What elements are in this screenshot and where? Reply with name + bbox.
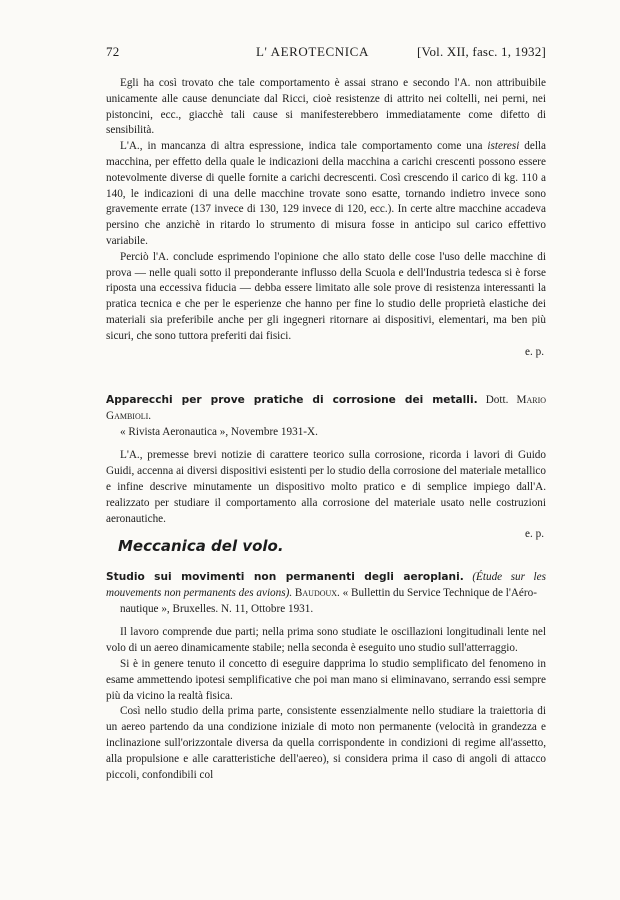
review-heading: Apparecchi per prove pratiche di corrosione dei metalli. Dott. Mario Gambioli.	[106, 394, 547, 422]
page-number: 72	[106, 44, 120, 59]
journal-title: L' AEROTECNICA	[256, 44, 369, 59]
review-title: Studio sui movimenti non permanenti degli aeroplani.	[106, 571, 464, 583]
paragraph: L'A., in mancanza di altra espressione, indica tale comportamento come una isteresi della macchina, per effetto della quale le indicazioni della macchina a carichi crescenti possono essere notevolmente diverse di quelle fornite a carichi decrescenti. Così crescendo il carico di kg. 110 a 140, le indicazioni di una delle macchine trovate sono esatte, tornando indietro invece sono gravemente errate (137 invece di 130, 129 invece di 120, ecc.). In certe altre macchine accadeva persino che anzichè in ritardo lo strumento di misura fosse in anticipo sul carico effettivo variabile.	[106, 140, 547, 247]
paragraph: Perciò l'A. conclude esprimendo l'opinione che allo stato delle cose l'uso delle macchine di prova — nelle quali sotto il preponderante influsso della Scuola e dell'Industria tedesca si è forse riposta una eccessiva fiducia — debba essere limitato alle sole prove di resistenza interessanti la pratica tecnica e che per le esperienze che hanno per fine lo studio delle proprietà elastiche dei materiali sia preferibile anche per gli ingegneri ritornare ai dispositivi, elementari, ma ben più sicuri, che sono tuttora preferiti dai fisici.	[106, 250, 546, 342]
paragraph: Egli ha così trovato che tale comportamento è assai strano e secondo l'A. non attribuibile unicamente alle cause denunciate dal Ricci, cioè resistenze di attrito nei coltelli, nei perni, nei pistoncini, ecc., giacchè tali cause si manifesterebbero immediatamente come difetto di sensibilità.	[106, 77, 546, 137]
review-title: Apparecchi per prove pratiche di corrosione dei metalli.	[106, 394, 478, 406]
author-name: Baudoux.	[294, 586, 340, 599]
section-title: Meccanica del volo.	[118, 537, 284, 555]
paragraph: Il lavoro comprende due parti; nella prima sono studiate le oscillazioni longitudinali lente nel volo di un aereo dinamicamente stabile; nella seconda è eseguito uno studio sull'atterraggio.	[106, 626, 546, 655]
author-name: Mario Gambioli.	[106, 394, 547, 422]
review-2	[106, 393, 546, 543]
volume-info: [Vol. XII, fasc. 1, 1932]	[417, 44, 546, 59]
italic-term: isteresi	[487, 140, 520, 153]
review-3	[106, 570, 546, 783]
page-header	[106, 44, 546, 62]
review-1	[106, 76, 546, 360]
french-title: (Étude sur les mouvements non permanents des avions).	[106, 571, 546, 599]
signature: e. p.	[525, 345, 544, 358]
review-source: « Rivista Aeronautica », Novembre 1931-X.	[120, 425, 318, 438]
paragraph: Si è in genere tenuto il concetto di eseguire dapprima lo studio semplificato del fenomeno in esame ammettendo ipotesi semplificative che poi man mano si eliminavano, serrando essi sempre più da vicino la realtà fisica.	[106, 657, 546, 702]
signature: e. p.	[525, 528, 544, 541]
paragraph: L'A., premesse brevi notizie di carattere teorico sulla corrosione, ricorda i lavori di Guido Guidi, accenna ai diversi dispositivi esistenti per lo studio della corrosione del materiale metallico e infine descrive minutamente un dispositivo molto pratico e di semplice impiego dall'A. realizzato per studiare il comportamento alla corrosione del materiale usato nelle costruzioni aeronautiche.	[106, 449, 546, 525]
review-source: nautique », Bruxelles. N. 11, Ottobre 1931.	[120, 602, 314, 615]
paragraph: Così nello studio della prima parte, consistente essenzialmente nello studiare la traiettoria di un aereo partendo da una condizione iniziale di moto non permanente (velocità in grandezza e inclinazione sull'orizzontale diversa da quella corrispondente in condizioni di regime all'assetto, alla propulsione e alle caratteristiche dell'aereo), si considera prima il caso di angoli di attacco piccoli, confondibili col	[106, 705, 546, 781]
review-heading: Studio sui movimenti non permanenti degli aeroplani. (Étude sur les mouvements non permanents des avions). Baudoux. « Bullettin du Service Technique de l'Aéro-	[106, 571, 546, 599]
